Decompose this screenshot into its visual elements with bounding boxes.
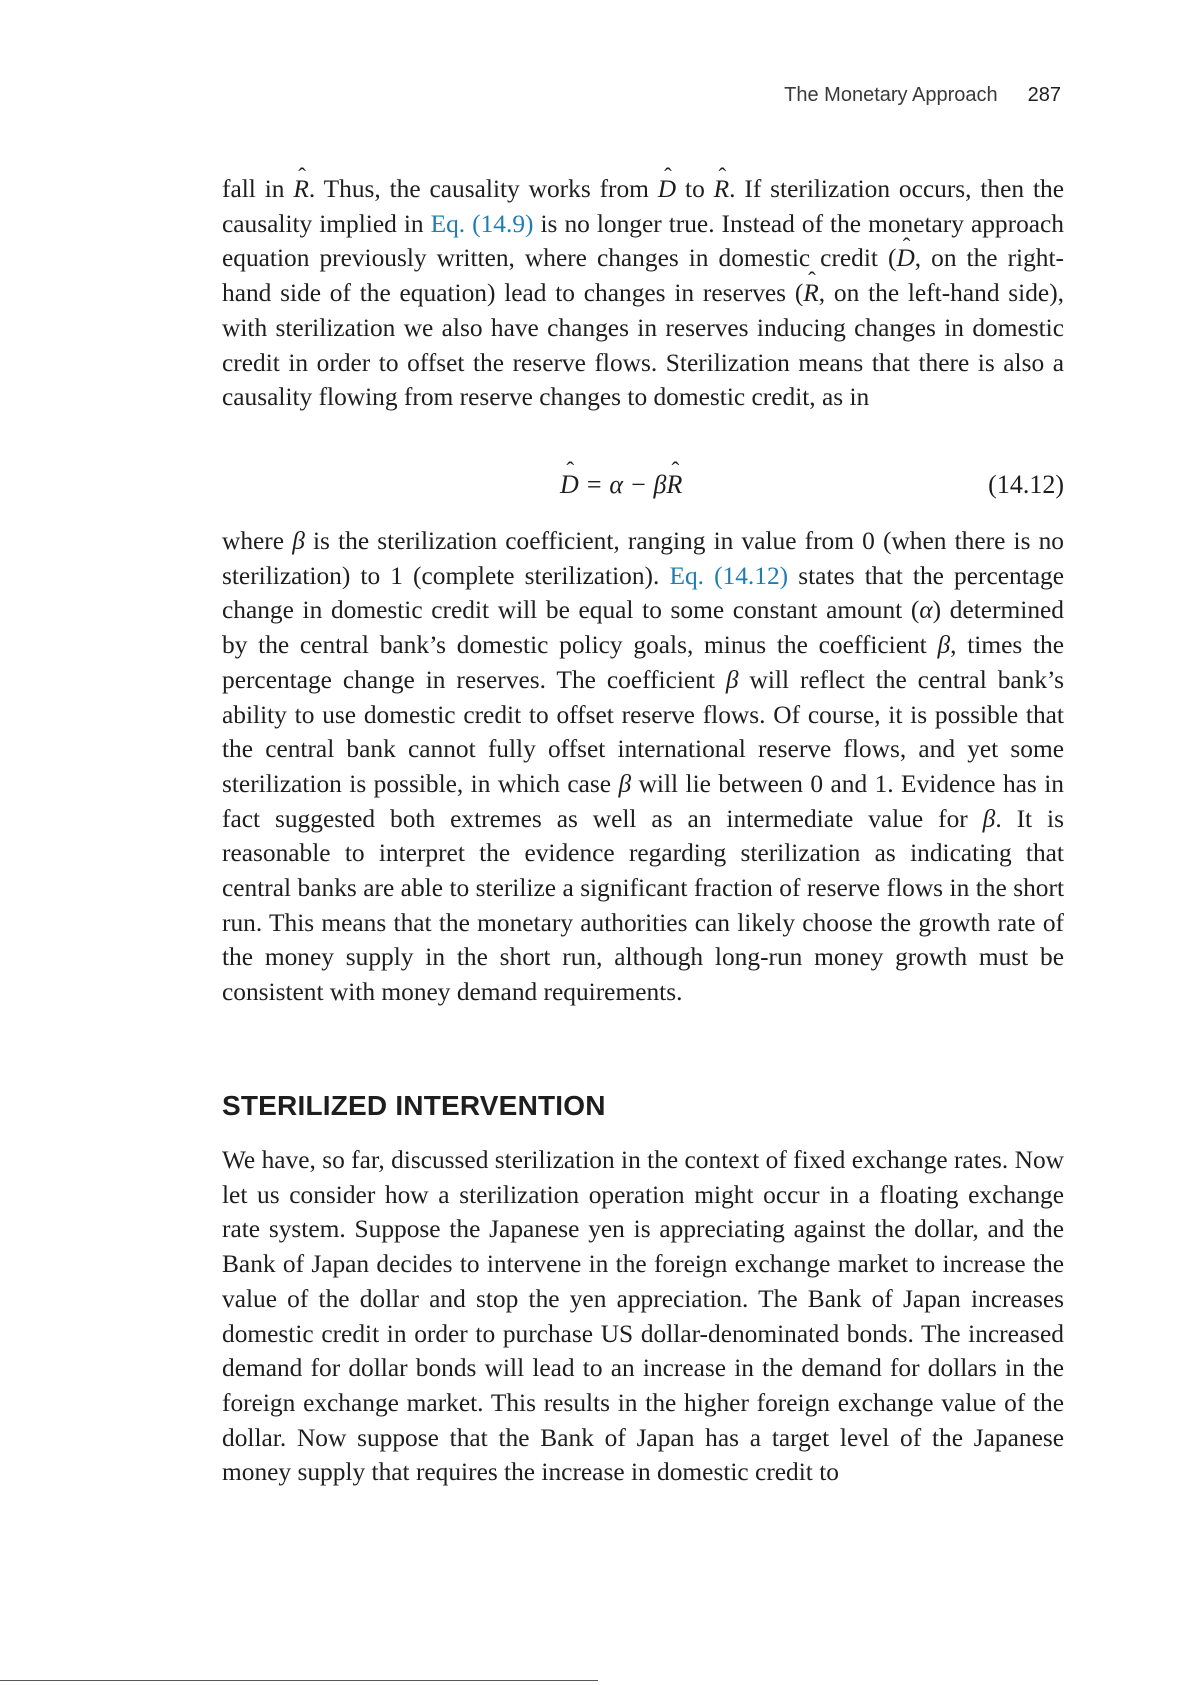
body-paragraph-2 bbox=[222, 524, 1064, 1010]
equation-14-12 bbox=[222, 470, 1064, 506]
d-hat-symbol: ˆ D bbox=[560, 470, 579, 500]
r-hat-symbol: ˆ R bbox=[666, 470, 682, 500]
beta-symbol: β bbox=[292, 527, 305, 555]
text-run: will reflect the central bank’s ability to use domestic credit to offset reserve flows. Of course, it is possible that the central bank cannot fully offset international reserve flows, and yet some sterilization is possible, in which case bbox=[222, 665, 1064, 798]
r-hat-symbol: ˆ R bbox=[803, 276, 819, 311]
equation-14-12-link[interactable]: Eq. (14.12) bbox=[669, 561, 789, 590]
text-run: to bbox=[676, 175, 714, 203]
beta-symbol: β bbox=[982, 804, 996, 833]
equation-number: (14.12) bbox=[988, 470, 1064, 499]
beta-symbol: β bbox=[618, 769, 632, 798]
equation-14-9-link[interactable]: Eq. (14.9) bbox=[430, 209, 534, 238]
d-hat-symbol: ˆ D bbox=[658, 172, 676, 207]
alpha-symbol: α bbox=[919, 596, 933, 625]
text-run: where bbox=[222, 527, 293, 555]
text-run: , on the right-hand side of the equation) lead to changes in reserves ( bbox=[222, 244, 1064, 308]
running-title: The Monetary Approach bbox=[784, 84, 998, 106]
text-run: states that the percentage change in domestic credit will be equal to some constant amount ( bbox=[222, 561, 1064, 625]
text-run: will lie between 0 and 1. Evidence has in fact suggested both extremes as well as an intermediate value for bbox=[222, 769, 1064, 833]
equation-body bbox=[560, 470, 682, 500]
beta-symbol: β bbox=[725, 665, 739, 694]
text-run: , times the percentage change in reserves. The coefficient bbox=[222, 631, 1065, 694]
body-paragraph-3 bbox=[222, 1143, 1064, 1490]
text-run: . Thus, the causality works from bbox=[308, 175, 658, 203]
beta-symbol: β bbox=[937, 631, 951, 660]
text-run: fall in bbox=[222, 175, 294, 203]
text-run: is no longer true. Instead of the monetary approach equation previously written, where changes in domestic credit ( bbox=[222, 209, 1065, 273]
section-heading: STERILIZED INTERVENTION bbox=[222, 1090, 606, 1121]
text-run: ) determined by the central bank’s domestic policy goals, minus the coefficient bbox=[222, 596, 1064, 660]
page-number: 287 bbox=[1027, 84, 1061, 106]
paragraph-text: We have, so far, discussed sterilization in the context of fixed exchange rates. Now let us consider how a sterilization operation might occur in a floating exchange rate system. Suppose the Japanese yen is appreciating against the dollar, and the Bank of Japan decides to intervene in the foreign exchange market to increase the value of the dollar and stop the yen appreciation. The Bank of Japan increases domestic credit in order to purchase US dollar-denominated bonds. The increased demand for dollar bonds will lead to an increase in the demand for dollars in the foreign exchange market. This results in the higher foreign exchange value of the dollar. Now suppose that the Bank of Japan has a target level of the Japanese money supply that requires the increase in domestic credit to bbox=[222, 1146, 1064, 1487]
d-hat-symbol: ˆ D bbox=[896, 241, 914, 276]
r-hat-symbol: ˆ R bbox=[714, 172, 730, 207]
text-run: . It is reasonable to interpret the evidence regarding sterilization as indicating that central banks are able to sterilize a significant fraction of reserve flows in the short run. This means that the monetary authorities can likely choose the growth rate of the money supply in the short run, although long-run money growth must be consistent with money demand requirements. bbox=[222, 804, 1064, 1007]
text-run: is the sterilization coefficient, ranging in value from 0 (when there is no sterilization) to 1 (complete sterilization). bbox=[222, 527, 1064, 590]
text-run: , on the left-hand side), with sterilization we also have changes in reserves inducing changes in domestic credit in order to offset the reserve flows. Sterilization means that there is also a causality flowing from reserve changes to domestic credit, as in bbox=[222, 279, 1065, 412]
running-header bbox=[784, 84, 1061, 107]
equation-operators: = α − β bbox=[578, 470, 667, 499]
text-run: . If sterilization occurs, then the causality implied in bbox=[222, 175, 1064, 238]
footer-divider bbox=[0, 1680, 598, 1681]
body-paragraph-1 bbox=[222, 172, 1064, 415]
r-hat-symbol: ˆ R bbox=[293, 172, 309, 207]
